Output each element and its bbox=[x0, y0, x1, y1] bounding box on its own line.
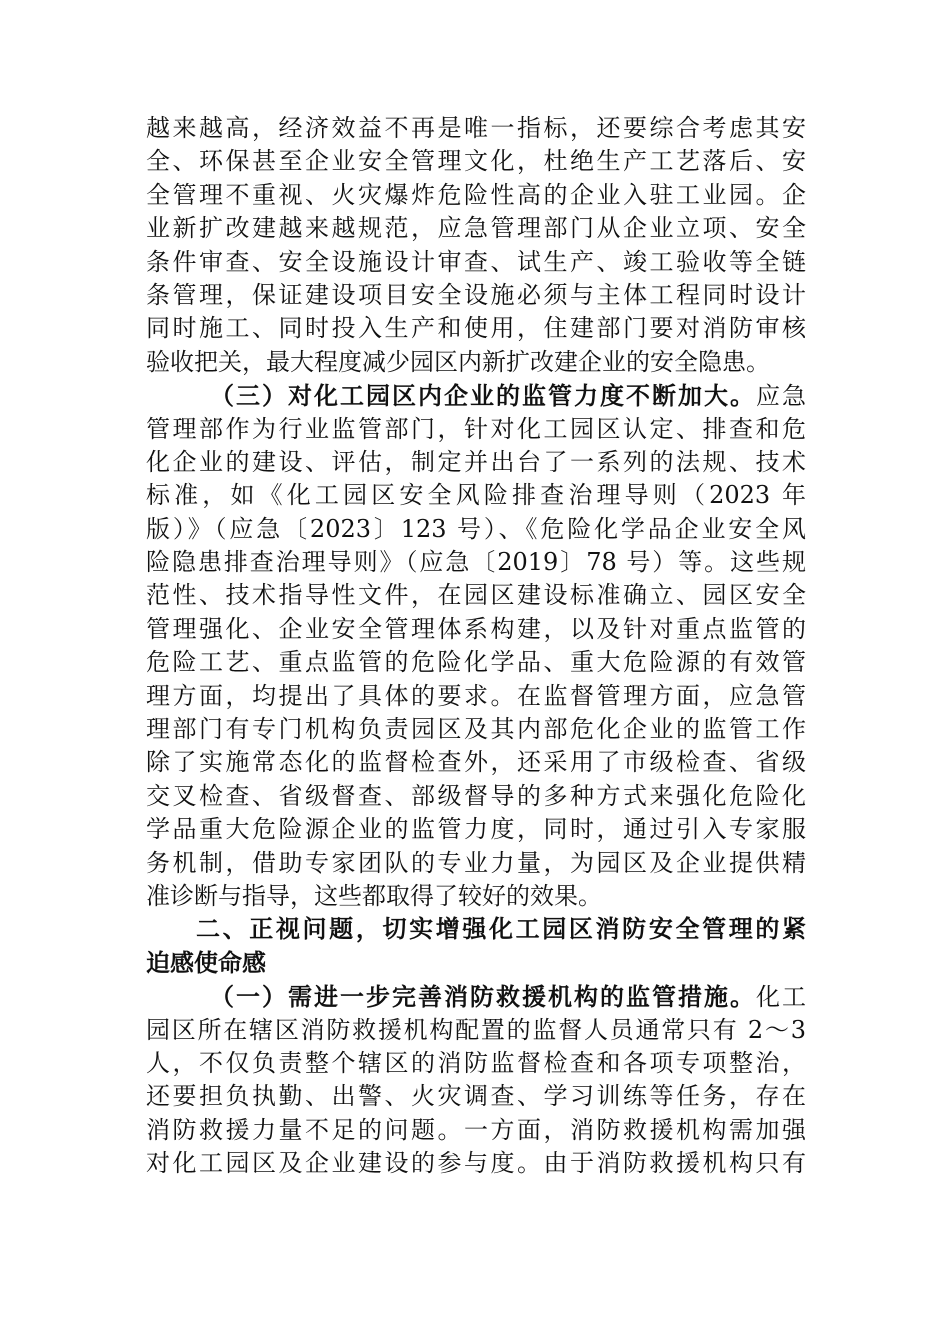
text-line: 标准，如《化工园区安全风险排查治理导则（2023 年 bbox=[146, 481, 806, 510]
text-line: 对化工园区及企业建设的参与度。由于消防救援机构只有 bbox=[146, 1149, 806, 1178]
text-line: 条管理，保证建设项目安全设施必须与主体工程同时设计 bbox=[146, 280, 806, 309]
text-line: 危险工艺、重点监管的危险化学品、重大危险源的有效管 bbox=[146, 648, 806, 677]
text-line: 全管理不重视、火灾爆炸危险性高的企业入驻工业园。企 bbox=[146, 180, 806, 209]
text-line: 条件审查、安全设施设计审查、试生产、竣工验收等全链 bbox=[146, 247, 806, 276]
paragraph-first-line bbox=[146, 379, 806, 412]
section-heading bbox=[146, 913, 806, 980]
text-line: 除了实施常态化的监督检查外，还采用了市级检查、省级 bbox=[146, 748, 806, 777]
text-line: 化企业的建设、评估，制定并出台了一系列的法规、技术 bbox=[146, 447, 806, 476]
section-heading-line: 迫感使命感 bbox=[146, 948, 266, 977]
text-line: 理部门有专门机构负责园区及其内部危化企业的监管工作 bbox=[146, 715, 806, 744]
text-line: 准诊断与指导，这些都取得了较好的效果。 bbox=[146, 881, 602, 910]
text-line: 版）》（应急〔2023〕123 号）、《危险化学品企业安全风 bbox=[146, 514, 806, 543]
paragraph-continuation bbox=[146, 112, 806, 379]
text-span: 应急 bbox=[756, 382, 806, 411]
section-heading-line: 二、正视问题，切实增强化工园区消防安全管理的紧 bbox=[196, 915, 806, 944]
text-line: 消防救援力量不足的问题。一方面，消防救援机构需加强 bbox=[146, 1115, 806, 1144]
text-span: 化工 bbox=[756, 983, 806, 1012]
text-line: 理方面，均提出了具体的要求。在监督管理方面，应急管 bbox=[146, 681, 806, 710]
text-line: 险隐患排查治理导则》（应急〔2019〕78 号）等。这些规 bbox=[146, 548, 806, 577]
paragraph-fire-rescue bbox=[146, 980, 806, 1180]
paragraph-first-line bbox=[146, 980, 806, 1013]
text-line: 交叉检查、省级督查、部级督导的多种方式来强化危险化 bbox=[146, 781, 806, 810]
paragraph-supervision bbox=[146, 379, 806, 913]
text-line: 业新扩改建越来越规范，应急管理部门从企业立项、安全 bbox=[146, 214, 806, 243]
text-line: 人，不仅负责整个辖区的消防监督检查和各项专项整治， bbox=[146, 1048, 806, 1077]
text-line: 同时施工、同时投入生产和使用，住建部门要对消防审核 bbox=[146, 314, 806, 343]
text-line: 管理强化、企业安全管理体系构建，以及针对重点监管的 bbox=[146, 614, 806, 643]
text-line: 园区所在辖区消防救援机构配置的监督人员通常只有 2～3 bbox=[146, 1015, 806, 1044]
text-line: 验收把关，最大程度减少园区内新扩改建企业的安全隐患。 bbox=[146, 347, 770, 376]
text-line: 管理部作为行业监管部门，针对化工园区认定、排查和危 bbox=[146, 414, 806, 443]
text-line: 范性、技术指导性文件，在园区建设标准确立、园区安全 bbox=[146, 581, 806, 610]
subheading-one: （一）需进一步完善消防救援机构的监管措施。 bbox=[210, 982, 756, 1012]
subheading-three: （三）对化工园区内企业的监管力度不断加大。 bbox=[210, 381, 756, 411]
text-line: 还要担负执勤、出警、火灾调查、学习训练等任务，存在 bbox=[146, 1082, 806, 1111]
document-body bbox=[146, 112, 806, 1181]
text-line: 务机制，借助专家团队的专业力量，为园区及企业提供精 bbox=[146, 848, 806, 877]
text-line: 越来越高，经济效益不再是唯一指标，还要综合考虑其安 bbox=[146, 114, 806, 142]
text-line: 全、环保甚至企业安全管理文化，杜绝生产工艺落后、安 bbox=[146, 147, 806, 176]
text-line: 学品重大危险源企业的监管力度，同时，通过引入专家服 bbox=[146, 815, 806, 844]
